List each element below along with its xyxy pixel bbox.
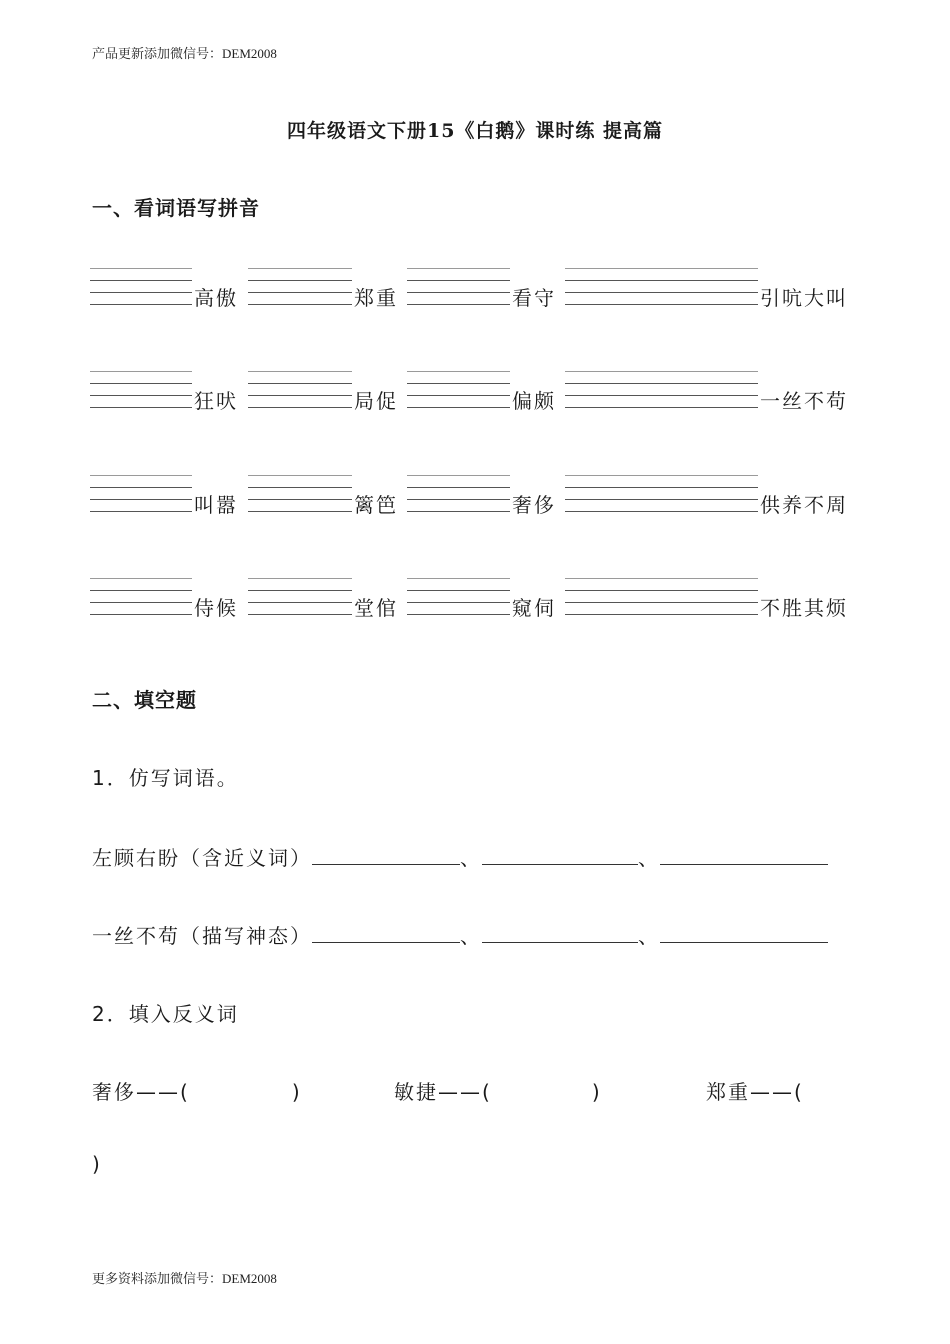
answer-blank[interactable] <box>312 846 460 865</box>
pinyin-word: 窥伺 <box>512 596 556 620</box>
pinyin-row <box>90 371 860 419</box>
antonym-word: 郑重——( <box>706 1080 804 1104</box>
pinyin-word: 郑重 <box>354 286 398 310</box>
pinyin-word: 引吭大叫 <box>760 286 848 310</box>
answer-blank[interactable] <box>482 846 638 865</box>
section-heading-fill-blank: 二、填空题 <box>92 688 197 712</box>
pinyin-word: 偏颇 <box>512 389 556 413</box>
imitation-prefix: 一丝不苟（描写神态） <box>92 924 312 948</box>
pinyin-row <box>90 578 860 626</box>
pinyin-word: 叫嚣 <box>194 493 238 517</box>
page-title: 四年级语文下册15《白鹅》课时练 提高篇 <box>286 120 664 142</box>
pinyin-row <box>90 475 860 523</box>
pinyin-word: 局促 <box>354 389 398 413</box>
header-note: 产品更新添加微信号：DEM2008 <box>92 46 277 61</box>
pinyin-word: 不胜其烦 <box>760 596 848 620</box>
imitation-line-expression <box>92 920 828 949</box>
separator: 、 <box>638 846 660 870</box>
answer-blank[interactable] <box>482 924 638 943</box>
pinyin-word: 一丝不苟 <box>760 389 848 413</box>
footer-note: 更多资料添加微信号：DEM2008 <box>92 1271 277 1286</box>
pinyin-word: 供养不周 <box>760 493 848 517</box>
imitation-line-synonyms <box>92 842 828 871</box>
question-2-title: 2．填入反义词 <box>92 1002 239 1026</box>
antonym-close: ) <box>591 1080 602 1104</box>
pinyin-word: 篱笆 <box>354 493 398 517</box>
separator: 、 <box>460 846 482 870</box>
section-heading-pinyin: 一、看词语写拼音 <box>92 196 260 220</box>
answer-blank[interactable] <box>312 924 460 943</box>
question-1-title: 1．仿写词语。 <box>92 766 239 790</box>
antonym-pair <box>706 1076 804 1105</box>
pinyin-word: 高傲 <box>194 286 238 310</box>
antonym-close-wrapped: ) <box>92 1152 102 1176</box>
antonym-pair <box>92 1076 302 1105</box>
antonym-word: 敏捷——( <box>394 1080 492 1104</box>
answer-blank[interactable] <box>660 846 828 865</box>
pinyin-word: 侍候 <box>194 596 238 620</box>
antonym-word: 奢侈——( <box>92 1080 190 1104</box>
answer-blank[interactable] <box>660 924 828 943</box>
antonym-pair <box>394 1076 602 1105</box>
separator: 、 <box>460 924 482 948</box>
pinyin-word: 堂倌 <box>354 596 398 620</box>
antonym-close: ) <box>291 1080 302 1104</box>
imitation-prefix: 左顾右盼（含近义词） <box>92 846 312 870</box>
separator: 、 <box>638 924 660 948</box>
pinyin-word: 看守 <box>512 286 556 310</box>
pinyin-word: 狂吠 <box>194 389 238 413</box>
pinyin-row <box>90 268 860 316</box>
pinyin-word: 奢侈 <box>512 493 556 517</box>
